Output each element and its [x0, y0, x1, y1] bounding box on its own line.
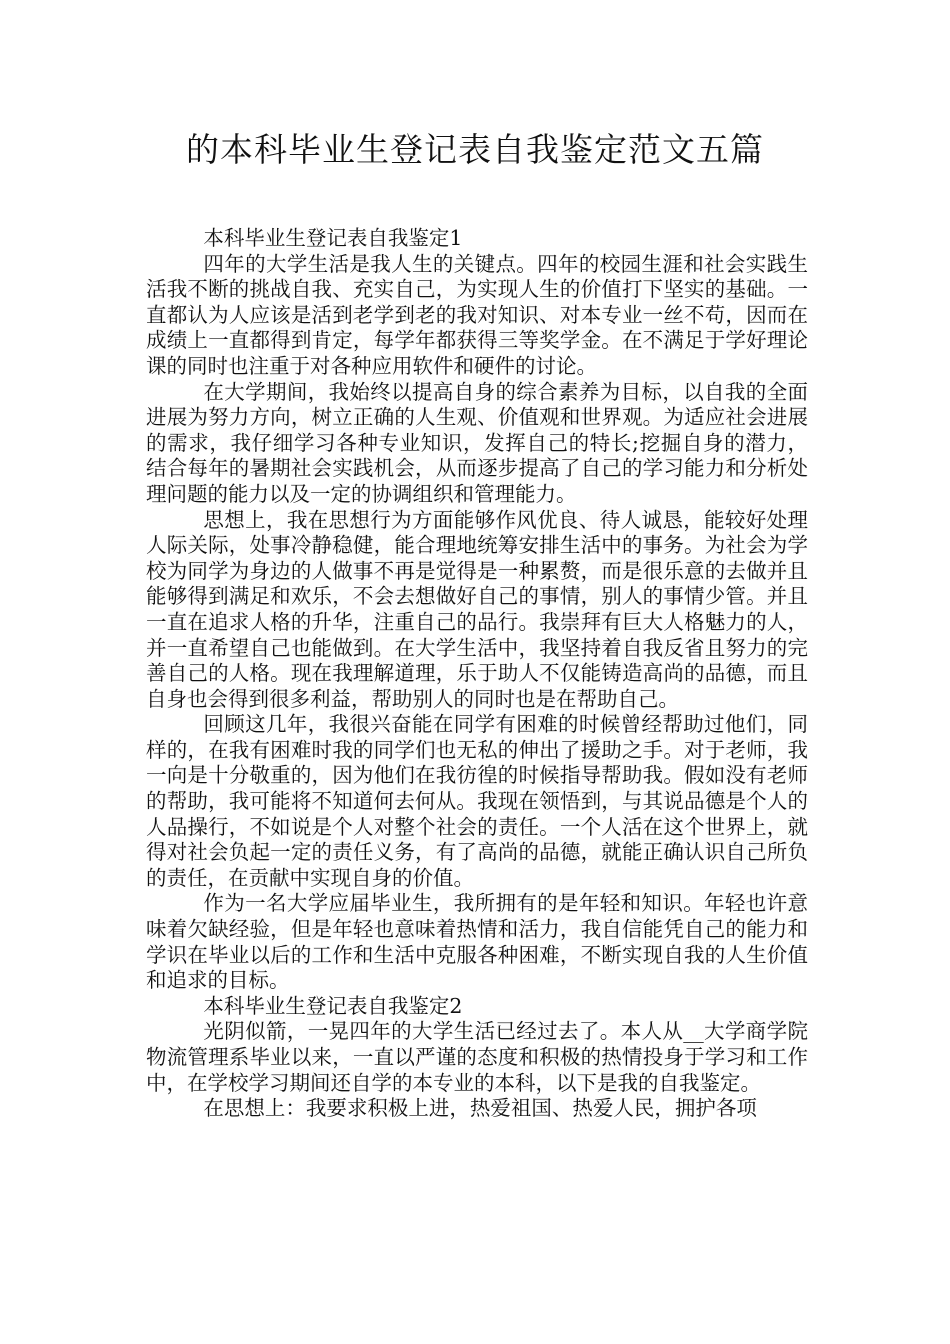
paragraph: 作为一名大学应届毕业生，我所拥有的是年轻和知识。年轻也许意味着欠缺经验，但是年轻也意味着热情和活力，我自信能凭自己的能力和学识在毕业以后的工作和生活中克服各种困难，不断实现自我的人生价值和追求的目标。 — [146, 891, 808, 993]
paragraph: 在思想上：我要求积极上进，热爱祖国、热爱人民，拥护各项 — [203, 1096, 757, 1121]
section-heading-2: 本科毕业生登记表自我鉴定2 — [203, 993, 463, 1018]
section-heading-1: 本科毕业生登记表自我鉴定1 — [203, 226, 463, 250]
document-title: 的本科毕业生登记表自我鉴定范文五篇 — [186, 130, 764, 169]
paragraph: 四年的大学生活是我人生的关键点。四年的校园生涯和社会实践生活我不断的挑战自我、充实自己，为实现人生的价值打下坚实的基础。一直都认为人应该是活到老学到老的我对知识、对本专业一丝不苟，因而在成绩上一直都得到肯定，每学年都获得三等奖学金。在不满足于学好理论课的同时也注重于对各种应用软件和硬件的讨论。 — [146, 251, 808, 378]
paragraph: 光阴似箭，一晃四年的大学生活已经过去了。本人从__大学商学院物流管理系毕业以来，一直以严谨的态度和积极的热情投身于学习和工作中，在学校学习期间还自学的本专业的本科，以下是我的自我鉴定。 — [146, 1019, 808, 1095]
paragraph: 思想上，我在思想行为方面能够作风优良、待人诚恳，能较好处理人际关际，处事冷静稳健，能合理地统筹安排生活中的事务。为社会为学校为同学为身边的人做事不再是觉得是一种累赘，而是很乐意的去做并且能够得到满足和欢乐，不会去想做好自己的事情，别人的事情少管。并且一直在追求人格的升华，注重自己的品行。我崇拜有巨大人格魅力的人，并一直希望自己也能做到。在大学生活中，我坚持着自我反省且努力的完善自己的人格。现在我理解道理，乐于助人不仅能铸造高尚的品德，而且自身也会得到很多利益，帮助别人的同时也是在帮助自己。 — [146, 507, 808, 711]
paragraph: 在大学期间，我始终以提高自身的综合素养为目标，以自我的全面进展为努力方向，树立正确的人生观、价值观和世界观。为适应社会进展的需求，我仔细学习各种专业知识，发挥自己的特长;挖掘自身的潜力，结合每年的暑期社会实践机会，从而逐步提高了自己的学习能力和分析处理问题的能力以及一定的协调组织和管理能力。 — [146, 379, 808, 506]
paragraph: 回顾这几年，我很兴奋能在同学有困难的时候曾经帮助过他们，同样的，在我有困难时我的同学们也无私的伸出了援助之手。对于老师，我一向是十分敬重的，因为他们在我彷徨的时候指导帮助我。假如没有老师的帮助，我可能将不知道何去何从。我现在领悟到，与其说品德是个人的人品操行，不如说是个人对整个社会的责任。一个人活在这个世界上，就得对社会负起一定的责任义务，有了高尚的品德，就能正确认识自己所负的责任，在贡献中实现自身的价值。 — [146, 712, 808, 890]
document-body — [146, 226, 808, 1122]
